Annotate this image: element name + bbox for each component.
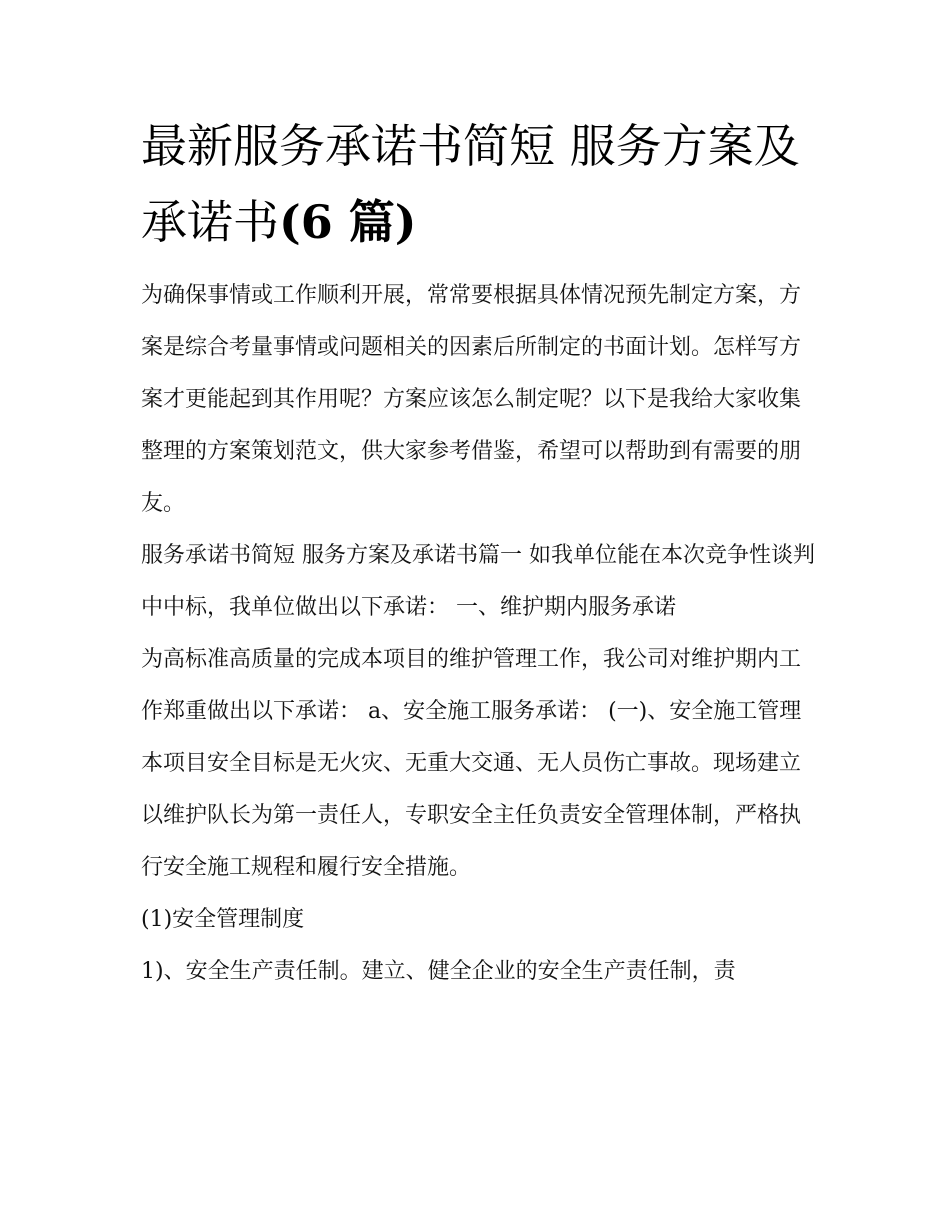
paragraph-maintenance-commitment: 为高标准高质量的完成本项目的维护管理工作，我公司对维护期内工作郑重做出以下承诺： a、安全施工服务承诺： (一)、安全施工管理 bbox=[141, 647, 802, 724]
paragraph-responsibility: 1)、安全生产责任制。建立、健全企业的安全生产责任制，责 bbox=[141, 959, 736, 984]
document-body bbox=[141, 108, 821, 998]
paragraph-safety-goal: 本项目安全目标是无火灾、无重大交通、无人员伤亡事故。现场建立以维护队长为第一责任人，专职安全主任负责安全管理体制，严格执行安全施工规程和履行安全措施。 bbox=[141, 751, 802, 880]
title-suffix: (6 篇) bbox=[279, 195, 417, 249]
title-main: 最新服务承诺书简短 服务方案及承诺书 bbox=[141, 119, 800, 249]
paragraph-commitment-intro: 服务承诺书简短 服务方案及承诺书篇一 如我单位能在本次竞争性谈判中中标，我单位做出以下承诺： 一、维护期内服务承诺 bbox=[141, 543, 815, 620]
document-title bbox=[141, 108, 821, 260]
paragraph-safety-system-heading: (1)安全管理制度 bbox=[141, 907, 305, 932]
paragraph-intro: 为确保事情或工作顺利开展，常常要根据具体情况预先制定方案，方案是综合考量事情或问题相关的因素后所制定的书面计划。怎样写方案才更能起到其作用呢？方案应该怎么制定呢？以下是我给大家收集整理的方案策划范文，供大家参考借鉴，希望可以帮助到有需要的朋友。 bbox=[141, 283, 802, 516]
